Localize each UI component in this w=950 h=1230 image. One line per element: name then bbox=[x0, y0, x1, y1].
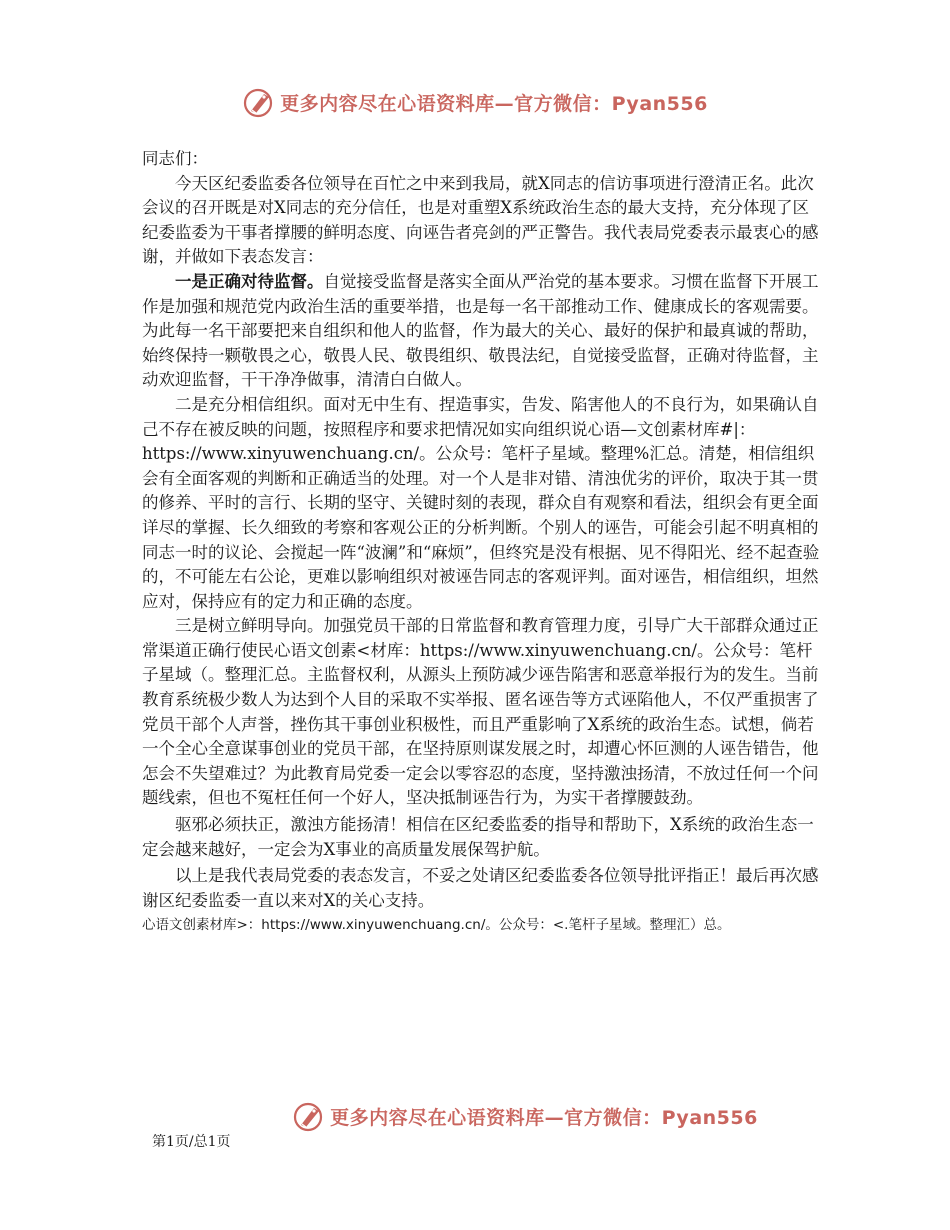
footer-banner bbox=[0, 1096, 950, 1136]
source-footnote: 心语文创素材库>：https://www.xinyuwenchuang.cn/。公众号：<.笔杆子星域。整理汇）总。 bbox=[142, 917, 731, 934]
header-banner bbox=[0, 82, 950, 122]
paragraph-conclusion: 驱邪必须扶正，激浊方能扬清！相信在区纪委监委的指导和帮助下，Ⅹ系统的政治生态一定会越来越好，一定会为Ⅹ事业的高质量发展保驾护航。 bbox=[142, 815, 814, 859]
paragraph-supervision-title: 一是正确对待监督。 bbox=[175, 271, 324, 291]
document-body bbox=[142, 147, 822, 938]
pen-nib-logo-icon bbox=[292, 1099, 326, 1133]
greeting: 同志们： bbox=[142, 149, 208, 168]
header-banner-text: 更多内容尽在心语资料库—官方微信：Pyan556 bbox=[280, 92, 708, 115]
paragraph-supervision-text: 自觉接受监督是落实全面从严治党的基本要求。习惯在监督下开展工作是加强和规范党内政治生活的重要举措，也是每一名干部推动工作、健康成长的客观需要。为此每一名干部要把来自组织和他人的监督，作为最大的关心、最好的保护和最真诚的帮助，始终保持一颗敬畏之心，敬畏人民、敬畏组织、敬畏法纪，自觉接受监督，正确对待监督，主动欢迎监督，干干净净做事，清清白白做人。 bbox=[142, 271, 819, 390]
paragraph-clear-direction: 三是树立鲜明导向。加强党员干部的日常监督和教育管理力度，引导广大干部群众通过正常渠道正确行使民心语文创素<材库：https://www.xinyuwenchuang.cn/。公众号：笔杆子星域（。整理汇总。主监督权利，从源头上预防减少诬告陷害和恶意举报行为的发生。当前教育系统极少数人为达到个人目的采取不实举报、匿名诬告等方式诬陷他人，不仅严重损害了党员干部个人声誉，挫伤其干事创业积极性，而且严重影响了Ⅹ系统的政治生态。试想，倘若一个全心全意谋事创业的党员干部，在坚持原则谋发展之时，却遭心怀叵测的人诬告错告，他怎会不失望难过？为此教育局党委一定会以零容忍的态度，坚持激浊扬清，不放过任何一个问题线索，但也不冤枉任何一个好人，坚决抵制诬告行为，为实干者撑腰鼓劲。 bbox=[142, 616, 819, 808]
pen-nib-logo-icon bbox=[242, 85, 276, 119]
paragraph-trust-organization: 二是充分相信组织。面对无中生有、捏造事实，告发、陷害他人的不良行为，如果确认自己不存在被反映的问题，按照程序和要求把情况如实向组织说心语—文创素材库#|：https://www.xinyuwenchuang.cn/。公众号：笔杆子星域。整理%汇总。清楚，相信组织会有全面客观的判断和正确适当的处理。对一个人是非对错、清浊优劣的评价，取决于其一贯的修养、平时的言行、长期的坚守、关键时刻的表现，群众自有观察和看法，组织会有更全面详尽的掌握、长久细致的考察和客观公正的分析判断。个别人的诬告，可能会引起不明真相的同志一时的议论、会搅起一阵“波澜”和“麻烦”，但终究是没有根据、见不得阳光、经不起查验的，不可能左右公论，更难以影响组织对被诬告同志的客观评判。面对诬告，相信组织，坦然应对，保持应有的定力和正确的态度。 bbox=[142, 394, 820, 611]
page-number: 第1页/总1页 bbox=[152, 1134, 231, 1150]
footer-banner-text: 更多内容尽在心语资料库—官方微信：Pyan556 bbox=[330, 1106, 758, 1129]
paragraph-closing: 以上是我代表局党委的表态发言，不妥之处请区纪委监委各位领导批评指正！最后再次感谢区纪委监委一直以来对Ⅹ的关心支持。 bbox=[142, 866, 819, 910]
paragraph-intro: 今天区纪委监委各位领导在百忙之中来到我局，就Ⅹ同志的信访事项进行澄清正名。此次会议的召开既是对Ⅹ同志的充分信任，也是对重塑Ⅹ系统政治生态的最大支持，充分体现了区纪委监委为干事者撑腰的鲜明态度、向诬告者亮剑的严正警告。我代表局党委表示最衷心的感谢，并做如下表态发言： bbox=[142, 173, 819, 267]
paragraph-supervision bbox=[142, 270, 822, 393]
